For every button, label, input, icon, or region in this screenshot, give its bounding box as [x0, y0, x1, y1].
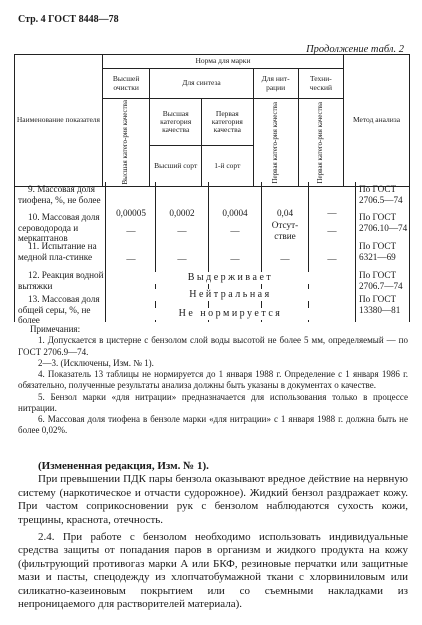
norm-header: Норма для марки — [102, 55, 343, 69]
spec-table-body — [14, 182, 410, 326]
row10-c4: Отсут-ствие — [271, 220, 299, 241]
col-high: Высшей очистки — [102, 69, 150, 99]
sort-high: Высший сорт — [150, 146, 202, 186]
row10-c3: — — [230, 226, 240, 236]
spec-table-header — [14, 54, 410, 187]
table-continuation: Продолжение табл. 2 — [306, 44, 404, 55]
high-vertical — [102, 99, 150, 187]
row9-c2: 0,0002 — [169, 208, 195, 218]
notes-title: Примечания: — [30, 324, 81, 334]
row10-method: По ГОСТ 2706.10—74 — [359, 212, 408, 233]
row10-name: 10. Массовая доля сероводорода и меркаптанов — [18, 212, 100, 244]
col-fq: Первая категория качества — [202, 99, 254, 146]
row11-c3: — — [230, 254, 240, 264]
col-method: Метод анализа — [344, 55, 410, 187]
nitr-vertical — [253, 99, 298, 187]
col-tech: Техни-ческий — [298, 69, 343, 99]
note-2: 2—3. (Исключены, Изм. № 1). — [38, 357, 154, 368]
row12-name: 12. Реакция водной вытяжки — [18, 270, 104, 291]
row13-merged: Нейтральная — [108, 289, 353, 301]
tech-vertical — [298, 99, 343, 187]
nitr-vertical-label: Первая катего-рия качества — [270, 101, 279, 183]
high-vertical-label: Высшая катего-рия качества — [121, 100, 130, 185]
row9-method: По ГОСТ 2706.5—74 — [359, 184, 403, 205]
paragraph-2-4: 2.4. При работе с бензолом необходимо использовать индивидуальные средства защиты от попадания паров в организм и жидкого продукта на кожу (фильтрующий противогаз марки А или БКФ, резиновые перчатки или защитные мази и пасты, спецодежду из хлопчатобумажной ткани с хлорвиниловым или силикатно-казеиновым покрытием или со съемными накладками из непроницаемого для растворителей материала). — [18, 531, 408, 611]
row10-c1: — — [126, 226, 136, 236]
note-5: 5. Бензол марки «для нитрации» предназначается для использования только в процессе нитрации. — [18, 391, 408, 413]
revision-note: (Измененная редакция, Изм. № 1). — [38, 460, 209, 472]
col-nitr: Для нит-рации — [253, 69, 298, 99]
tech-vertical-label: Первая катего-рия качества — [316, 101, 325, 183]
row14-method: По ГОСТ 13380—81 — [359, 294, 401, 315]
notes — [18, 324, 408, 437]
row11-c5: — — [327, 254, 337, 264]
row14-merged: Не нормируется — [108, 308, 353, 320]
row9-c4: 0,04 — [276, 208, 294, 218]
row11-c1: — — [126, 254, 136, 264]
divider-method — [355, 182, 356, 322]
row11-method: По ГОСТ 6321—69 — [359, 241, 397, 262]
row9-c3: 0,0004 — [222, 208, 248, 218]
row12-merged: Выдерживает — [108, 272, 353, 284]
row9-c5: — — [327, 208, 337, 218]
col-hq: Высшая категория качества — [150, 99, 202, 146]
row13-name: 13. Массовая доля общей серы, %, не более — [18, 294, 100, 326]
note-6: 6. Массовая доля тиофена в бензоле марки «для нитрации» с 1 января 1988 г. должна быть не более 0,02%. — [18, 414, 408, 436]
paragraph-hazard: При превышении ПДК пары бензола оказывают вредное действие на нервную систему (наркотическое и отчасти судорожное). Жидкий бензол раздражает кожу. При частом соприкосновении рук с бензолом наблюдаются сухость кожи, трещины, краснота, отечность. — [18, 473, 408, 526]
row11-c4: — — [280, 254, 290, 264]
row13-method: По ГОСТ 2706.7—74 — [359, 270, 403, 291]
page-header: Стр. 4 ГОСТ 8448—78 — [18, 14, 119, 25]
row9-c1: 0,00005 — [116, 208, 146, 218]
sort-1: 1-й сорт — [202, 146, 254, 186]
row9-name: 9. Массовая доля тиофена, %, не более — [18, 184, 101, 205]
row10-c2: — — [177, 226, 187, 236]
main-text — [18, 460, 408, 615]
row10-c5: — — [327, 226, 337, 236]
col-synth: Для синтеза — [150, 69, 253, 99]
note-4: 4. Показатель 13 таблицы не нормируется до 1 января 1988 г. Определение с 1 января 1986 г. обязательно, полученные результаты анализа должны быть указаны в документах о качестве. — [18, 369, 408, 391]
note-1: 1. Допускается в цистерне с бензолом слой воды высотой не более 5 мм, определяемый — по ГОСТ 2706.9—74. — [18, 335, 408, 357]
col-name: Наименование показателя — [15, 55, 103, 187]
row11-name: 11. Испытание на медной пла-стинке — [18, 241, 97, 262]
row11-c2: — — [177, 254, 187, 264]
